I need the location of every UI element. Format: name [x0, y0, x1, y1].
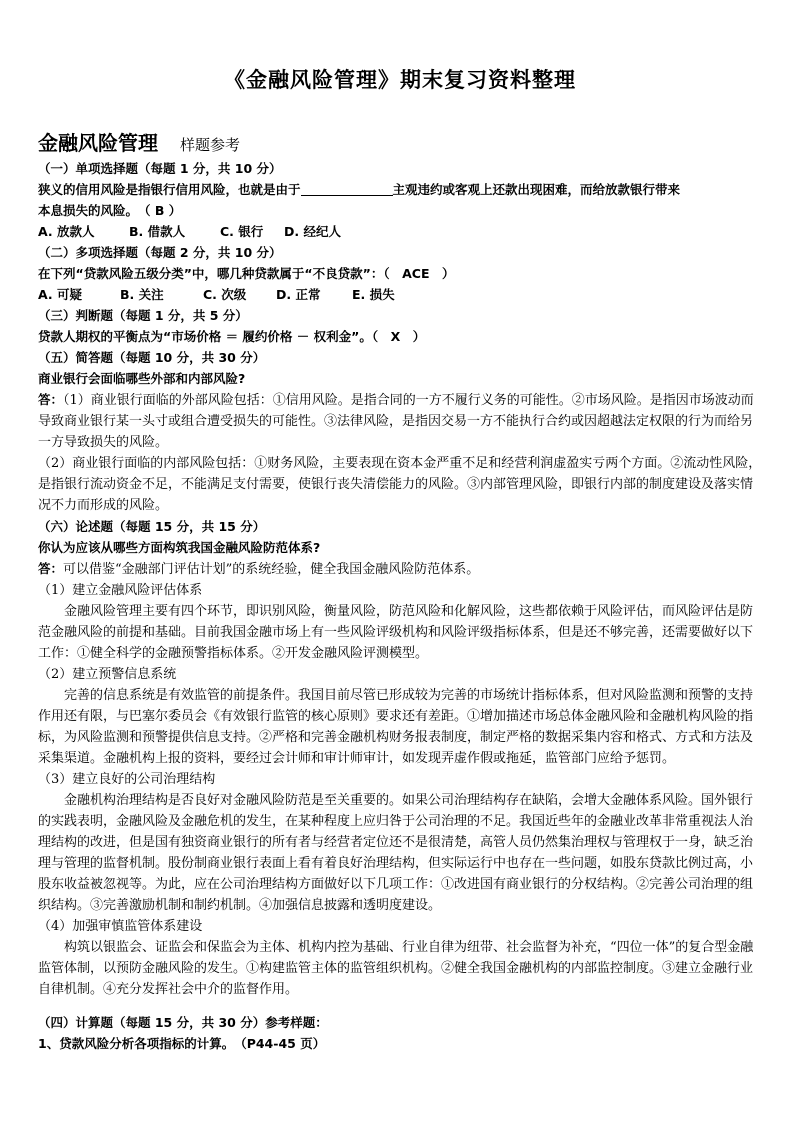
calculation-item-1: 1、贷款风险分析各项指标的计算。 （P44-45 页）: [38, 1036, 326, 1051]
short-answer-heading: （五）简答题（每题 10 分，共 30 分）: [38, 350, 266, 365]
section-header-main: 金融风险管理: [38, 131, 158, 155]
short-answer-paragraph-2: （2）商业银行面临的内部风险包括：①财务风险，主要表现在资本金严重不足和经营利润虚盈实亏两个方面。②流动性风险，是指银行流动资金不足，不能满足支付需要，使银行丧失清偿能力的风险。③内部管理风险，即银行内部的制度建设及落实情况不力而形成的风险。: [38, 456, 762, 513]
essay-answer-intro: [38, 558, 763, 580]
option-b: B. 借款人: [129, 224, 186, 239]
option-c: C. 次级: [203, 287, 247, 302]
single-choice-question-line2: 本息损失的风险。 （ B ）: [38, 203, 182, 218]
spacer: [38, 1000, 763, 1012]
short-answer-question: 商业银行会面临哪些外部和内部风险?: [38, 371, 246, 386]
option-e: E. 损失: [352, 287, 395, 302]
true-false-question: 贷款人期权的平衡点为“市场价格 ＝ 履约价格 － 权利金”。（ X ）: [38, 329, 426, 344]
essay-point-3-title: （3）建立良好的公司治理结构: [38, 772, 216, 787]
essay-point-2-title: （2）建立预警信息系统: [38, 667, 177, 682]
document-title: 《金融风险管理》期末复习资料整理: [224, 68, 576, 92]
calculation-heading: （四）计算题（每题 15 分，共 30 分）参考样题：: [38, 1015, 328, 1030]
short-answer-paragraph-1: [38, 389, 763, 453]
essay-point-1-body: 金融风险管理主要有四个环节，即识别风险，衡量风险，防范风险和化解风险，这些都依赖于风险评估，而风险评估是防范金融风险的前提和基础。目前我国金融市场上有一些风险评级机构和风险评级指标体系，但是还不够完善，还需要做好以下工作：①健全科学的金融预警指标体系。②开发金融风险评测模型。: [38, 604, 754, 661]
section-header: [38, 128, 763, 158]
section-header-sub: 样题参考: [180, 136, 241, 154]
single-choice-question-pre: 狭义的信用风险是指银行信用风险，也就是由于: [38, 182, 301, 197]
document-body: [38, 128, 763, 1054]
short-answer-text-1: （1）商业银行面临的外部风险包括：①信用风险。是指合同的一方不履行义务的可能性。②市场风险。是指因市场波动而导致商业银行某一头寸或组合遭受损失的可能性。③法律风险，是指因交易一方不能执行合约或因超越法定权限的行为而给另一方导致损失的风险。: [38, 393, 754, 450]
single-choice-question: [38, 179, 763, 221]
option-d: D. 经纪人: [284, 224, 341, 239]
true-false-heading: （三）判断题（每题 1 分，共 5 分）: [38, 308, 248, 323]
multi-choice-options: [38, 284, 763, 305]
answer-label: 答：: [38, 561, 64, 576]
option-d: D. 正常: [276, 287, 321, 302]
essay-point-4-body: 构筑以银监会、证监会和保监会为主体、机构内控为基础、行业自律为纽带、社会监督为补充，“四位一体”的复合型金融监管体制，以预防金融风险的发生。①构建监管主体的监管组织机构。②健全我国金融机构的内部监控制度。③建立金融行业自律机制。④充分发挥社会中介的监督作用。: [38, 940, 754, 997]
essay-question: 你认为应该从哪些方面构筑我国金融风险防范体系?: [38, 540, 321, 555]
essay-point-1-title: （1）建立金融风险评估体系: [38, 583, 203, 598]
multi-choice-heading: （二）多项选择题（每题 2 分，共 10 分）: [38, 245, 282, 260]
essay-point-3-body: 金融机构治理结构是否良好对金融风险防范是至关重要的。如果公司治理结构存在缺陷，会增大金融体系风险。国外银行的实践表明，金融风险及金融危机的发生，在某种程度上应归咎于公司治理的不足。我国近些年的金融业改革非常重视法人治理结构的改进，但是国有独资商业银行的所有者与经营者定位还不是很清楚，高管人员仍然集治理权与管理权于一身，缺乏治理与管理的监督机制。股份制商业银行表面上看有着良好治理结构，但实际运行中也存在一些问题，如股东贷款比例过高，小股东收益被忽视等。为此，应在公司治理结构方面做好以下几项工作：①改进国有商业银行的分权结构。②完善公司治理的组织结构。③完善激励机制和制约机制。④加强信息披露和透明度建设。: [38, 793, 754, 913]
answer-blank: [301, 182, 393, 196]
essay-point-4-title: （4）加强审慎监管体系建设: [38, 919, 203, 934]
option-a: A. 放款人: [38, 224, 95, 239]
essay-heading: （六）论述题（每题 15 分，共 15 分）: [38, 519, 266, 534]
answer-label: 答：: [38, 392, 64, 407]
essay-intro-text: 可以借鉴“金融部门评估计划”的系统经验，健全我国金融风险防范体系。: [63, 562, 480, 577]
essay-point-2-body: 完善的信息系统是有效监管的前提条件。我国目前尽管已形成较为完善的市场统计指标体系，但对风险监测和预警的支持作用还有限，与巴塞尔委员会《有效银行监管的核心原则》要求还有差距。①增加描述市场总体金融风险和金融机构风险的指标，为风险监测和预警提供信息支持。②严格和完善金融机构财务报表制度，制定严格的数据采集内容和格式、方式和方法及采集渠道。金融机构上报的资料，要经过会计师和审计师审计，如发现弄虚作假或拖延，监管部门应给予惩罚。: [38, 688, 754, 766]
single-choice-heading: （一）单项选择题（每题 1 分，共 10 分）: [38, 161, 282, 176]
option-a: A. 可疑: [38, 287, 83, 302]
option-c: C. 银行: [220, 224, 264, 239]
option-b: B. 关注: [120, 287, 164, 302]
multi-choice-question: 在下列“贷款风险五级分类”中，哪几种贷款属于“不良贷款”：（ ACE ）: [38, 266, 455, 281]
single-choice-options: [38, 221, 763, 242]
single-choice-question-post: 主观违约或客观上还款出现困难，而给放款银行带来: [392, 182, 681, 197]
